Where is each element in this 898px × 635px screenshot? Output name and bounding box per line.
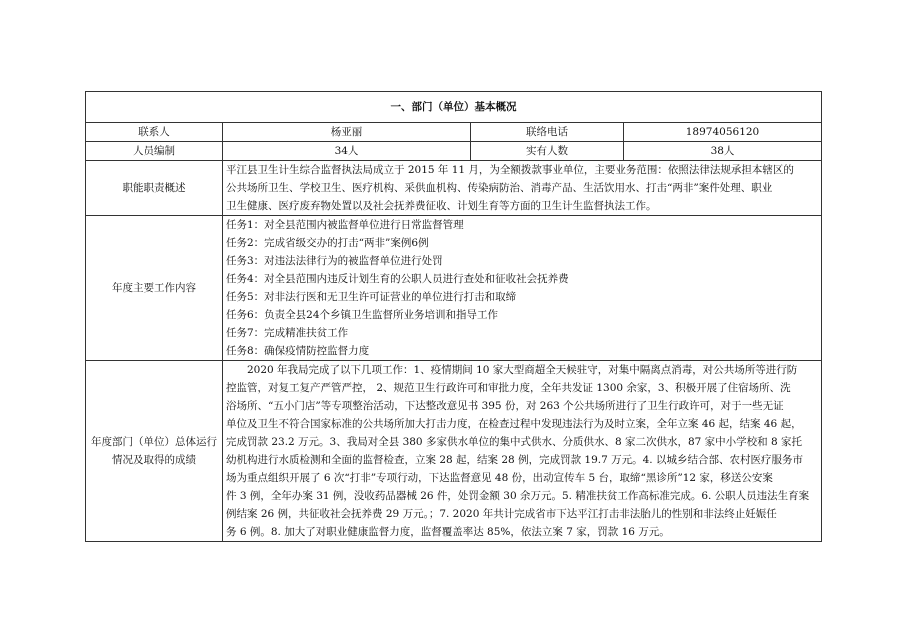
tasks-label: 年度主要工作内容 (86, 216, 223, 361)
duties-label: 职能职责概述 (86, 161, 223, 216)
task-item: 任务8：确保疫情防控监督力度 (226, 345, 370, 357)
staff-quota-value: 34人 (223, 142, 471, 161)
task-item: 任务2：完成省级交办的打击“两非”案例6例 (226, 237, 429, 249)
summary-line: 单位及卫生不符合国家标准的公共场所加大打击力度，在检查过程中发现违法行为及时立案，全年立案 46 起，结案 46 起， (226, 418, 802, 430)
summary-line: 完成罚款 23.2 万元。3、我局对全县 380 多家供水单位的集中式供水、分质供水、8 家二次供水，87 家中小学校和 8 家托 (226, 436, 803, 448)
phone-value: 18974056120 (624, 123, 822, 142)
task-item: 任务4：对全县范围内违反计划生育的公职人员进行查处和征收社会抚养费 (226, 273, 569, 285)
staff-actual-value: 38人 (624, 142, 822, 161)
summary-row (86, 361, 822, 542)
summary-line: 场为重点组织开展了 6 次“打非”专项行动，下达监督意见 48 份，出动宣传车 5 台，取缔“黑诊所”12 家，移送公安案 (226, 472, 773, 484)
contact-label: 联系人 (86, 123, 223, 142)
summary-line: 浴场所、“五小门店”等专项整治活动，下达整改意见书 395 份，对 263 个公共场所进行了卫生行政许可，对于一些无证 (226, 400, 784, 412)
staff-quota-label: 人员编制 (86, 142, 223, 161)
task-item: 任务5：对非法行医和无卫生许可证营业的单位进行打击和取缔 (226, 291, 517, 303)
duties-row (86, 161, 822, 216)
contact-name: 杨亚丽 (223, 123, 471, 142)
summary-label (86, 361, 223, 542)
duties-text (223, 161, 822, 216)
basic-info-table (85, 91, 822, 542)
task-item: 任务1：对全县范围内被监督单位进行日常监督管理 (226, 219, 464, 231)
staff-actual-label: 实有人数 (471, 142, 624, 161)
duties-line: 卫生健康、医疗废弃物处置以及社会抚养费征收、计划生育等方面的卫生计生监督执法工作。 (226, 200, 657, 212)
task-item: 任务6：负责全县24个乡镇卫生监督所业务培训和指导工作 (226, 309, 499, 321)
phone-label: 联络电话 (471, 123, 624, 142)
summary-label-line: 情况及取得的成绩 (112, 454, 196, 466)
staff-row (86, 142, 822, 161)
summary-line: 例结案 26 例，共征收社会抚养费 29 万元。；7. 2020 年共计完成省市下达平江打击非法胎儿的性别和非法终止妊娠任 (226, 508, 777, 520)
summary-label-line: 年度部门（单位）总体运行 (91, 436, 217, 448)
section-title-row (86, 92, 822, 123)
tasks-row (86, 216, 822, 361)
summary-line: 控监管，对复工复产严管严控， 2、规范卫生行政许可和审批力度，全年共发证 1300 余家，3、积极开展了住宿场所、洗 (226, 382, 791, 394)
task-item: 任务3：对违法法律行为的被监督单位进行处罚 (226, 255, 443, 267)
summary-line: 幼机构进行水质检测和全面的监督检查，立案 28 起，结案 28 例，完成罚款 19.7 万元。4. 以城乡结合部、农村医疗服务市 (226, 454, 803, 466)
tasks-list (223, 216, 822, 361)
task-item: 任务7：完成精准扶贫工作 (226, 327, 349, 339)
duties-line: 平江县卫生计生综合监督执法局成立于 2015 年 11 月，为全额拨款事业单位，主要业务范围：依照法律法规承担本辖区的 (226, 164, 794, 176)
duties-line: 公共场所卫生、学校卫生、医疗机构、采供血机构、传染病防治、消毒产品、生活饮用水、打击“两非”案件处理、职业 (226, 182, 773, 194)
summary-line: 件 3 例，全年办案 31 例，没收药品器械 26 件，处罚金额 30 余万元。5. 精准扶贫工作高标准完成。6. 公职人员违法生育案 (226, 490, 810, 502)
summary-line: 务 6 例。8. 加大了对职业健康监督力度，监督覆盖率达 85%，依法立案 7 家，罚款 16 万元。 (226, 526, 670, 538)
summary-text (223, 361, 822, 542)
summary-line: 2020 年我局完成了以下几项工作：1、疫情期间 10 家大型商超全天候驻守，对集中隔离点消毒，对公共场所等进行防 (226, 364, 798, 376)
section-title: 一、部门（单位）基本概况 (86, 92, 822, 123)
contact-row (86, 123, 822, 142)
